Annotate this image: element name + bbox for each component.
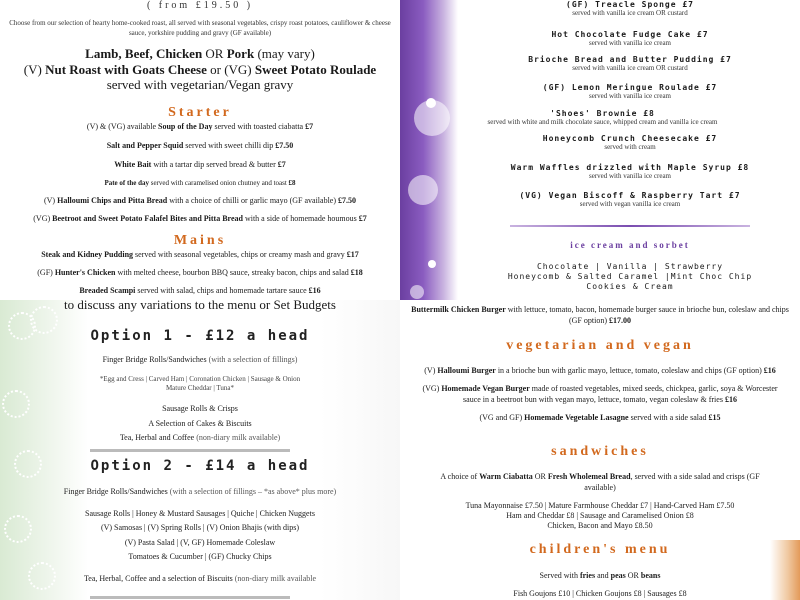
vv-price: £16 [724,395,737,404]
vv-price: £15 [708,413,721,422]
ice-cream-heading: ice cream and sorbet [570,240,690,250]
roast-meats-tail: (may vary) [254,46,315,61]
dessert-item [460,191,800,208]
sandwich-intro-or: OR [532,472,548,481]
roast-veg-option [0,62,400,92]
roast-meats-or: OR [202,46,227,61]
option1-drinks [0,432,400,443]
dessert-sub: served with vanilla ice cream [588,172,672,180]
vv-name: Homemade Vegan Burger [441,384,530,393]
childrens-beans: beans [640,571,661,580]
sandwich-line-2: Ham and Cheddar £8 | Sausage and Caramelised Onion £8 [506,511,694,520]
childrens-peas: peas [610,571,626,580]
childrens-intro-and: and [595,571,611,580]
starter-price: £8 [288,179,296,187]
ice-cream-flavours-2: Honeycomb & Salted Caramel |Mint Choc Chip [507,272,753,281]
option1-fillings-1: *Egg and Cress | Carved Ham | Coronation Chicken | Sausage & Onion [99,375,301,383]
starter-price: £7.50 [275,141,294,150]
vv-name: Halloumi Burger [437,366,496,375]
starter-heading: Starter [168,105,232,120]
childrens-intro-pre: Served with [539,571,580,580]
roast-veg-tail: served with vegetarian/Vegan gravy [106,77,294,92]
dessert-item [460,55,800,72]
burger-desc: with lettuce, tomato, bacon, homemade burger sauce in brioche bun, coleslaw and chips (GF option) [505,305,789,325]
mains-heading: Mains [173,233,227,248]
dessert-name: Brioche Bread and Butter Pudding £7 [528,55,732,64]
sandwich-line-3: Chicken, Bacon and Mayo £8.50 [547,521,653,530]
dessert-sub: served with vegan vanilla ice cream [579,200,681,208]
dessert-item [460,30,800,47]
option2-row-2: (V) Samosas | (V) Spring Rolls | (V) Onion Bhajis (with dips) [100,523,300,532]
dessert-name: Honeycomb Crunch Cheesecake £7 [542,134,718,143]
burger-price: £17.00 [609,316,631,325]
roast-veg-prefix: (V) [23,62,46,77]
option1-sausage-rolls [0,403,400,414]
mains-price: £18 [350,268,363,277]
dessert-name: (GF) Treacle Sponge £7 [566,0,694,9]
mains-desc: with melted cheese, bourbon BBQ sauce, streaky bacon, chips and salad [115,268,351,277]
starter-desc: with a tartar dip served bread & butter [151,160,278,169]
dessert-item [460,0,800,17]
vv-desc: served with a side salad [628,413,709,422]
option1-heading: Option 1 - £12 a head [90,328,310,344]
variations-line: to discuss any variations to the menu or Set Budgets [64,300,336,312]
vv-pre: (VG and GF) [479,413,525,422]
sandwich-bread-wholemeal: Fresh Wholemeal Bread [547,472,631,481]
roast-and-mains-panel [0,0,400,300]
vegetarian-vegan-heading: vegetarian and vegan [506,338,694,353]
starter-price: £7 [277,160,286,169]
mains-desc: served with salad, chips and homemade tartare sauce [135,286,309,295]
sandwich-intro-post: , served with a side salad and crisps (GF available) [584,472,760,492]
option-divider [90,596,290,599]
dessert-sub: served with vanilla ice cream OR custard [572,9,688,17]
dessert-sub: served with white and milk chocolate sauce, whipped cream and vanilla ice cream [487,118,718,126]
childrens-intro-or: OR [625,571,641,580]
dessert-item [405,109,800,126]
option-divider [90,449,290,452]
section-divider [510,225,750,227]
mains-item [0,267,400,278]
option2-sandwiches-name: Finger Bridge Rolls/Sandwiches [63,487,168,496]
option1-sausage-rolls-name: Sausage Rolls [162,404,208,413]
starter-item [0,178,400,188]
mains-item [0,249,400,260]
roast-price-line: ( from £19.50 ) [146,0,254,11]
dessert-sub: served with vanilla ice cream [588,39,672,47]
option2-drinks-name: Tea, Herbal, Coffee and a selection of Biscuits [83,574,233,583]
starter-name: White Bait [114,160,152,169]
option2-row-1: Sausage Rolls | Honey & Mustard Sausages | Quiche | Chicken Nuggets [85,509,315,518]
ice-cream-flavours-1: Chocolate | Vanilla | Strawberry [536,262,724,271]
vv-item [400,412,800,423]
starter-desc: served with toasted ciabatta [212,122,306,131]
starter-price: £7 [305,122,314,131]
starter-pre: (VG) [33,214,53,223]
sandwich-bread-ciabatta: Warm Ciabatta [479,472,533,481]
buffet-options-panel [0,300,400,600]
option1-crisps: Crisps [217,404,238,413]
mains-name: Steak and Kidney Pudding [41,250,134,259]
vv-item [400,365,800,376]
starter-item [0,159,400,170]
dessert-item [460,83,800,100]
sandwich-intro [400,471,800,493]
dessert-name: (GF) Lemon Meringue Roulade £7 [542,83,718,92]
bubble-decoration [428,260,436,268]
dessert-name: Warm Waffles drizzled with Maple Syrup £8 [510,163,750,172]
dessert-sub: served with vanilla ice cream OR custard [572,64,688,72]
bubble-decoration [408,175,438,205]
mains-item [0,285,400,296]
starter-name: Salt and Pepper Squid [106,141,184,150]
burger-name: Buttermilk Chicken Burger [411,305,506,314]
starter-price: £7.50 [338,196,357,205]
option1-drinks-name: Tea, Herbal and Coffee [119,433,195,442]
bubble-decoration [426,98,436,108]
option1-cakes: A Selection of Cakes & Biscuits [148,419,252,428]
vv-desc: in a brioche bun with garlic mayo, lettuce, tomato, coleslaw and chips (GF option) [495,366,764,375]
dessert-sub: served with vanilla ice cream [588,92,672,100]
mains-price: £16 [308,286,321,295]
option2-drinks [0,573,400,584]
option1-drinks-note: (non-diary milk available) [194,433,281,442]
dessert-item [460,163,800,180]
option1-sandwiches-name: Finger Bridge Rolls/Sandwiches [102,355,207,364]
option1-sausage-rolls-amp: & [207,404,218,413]
starter-desc: with a side of homemade houmous [242,214,359,223]
starter-pre: (V) & (VG) available [86,122,158,131]
option1-sandwiches-note: (with a selection of fillings) [206,355,298,364]
starter-desc: with a choice of chilli or garlic mayo (GF available) [167,196,339,205]
option1-sandwiches [0,354,400,365]
starter-name: Pate of the day [104,179,149,187]
starter-item [0,213,400,224]
starter-price: £7 [358,214,367,223]
sandwich-intro-pre: A choice of [440,472,480,481]
purple-decorative-band [400,0,458,300]
dessert-name: 'Shoes' Brownie £8 [550,109,655,118]
mains-price: £17 [346,250,359,259]
mains-name: Hunter's Chicken [54,268,116,277]
roast-veg-roulade: Sweet Potato Roulade [254,62,377,77]
mains-desc: served with seasonal vegetables, chips or creamy mash and gravy [133,250,347,259]
vv-pre: (VG) [422,384,442,393]
starter-item [0,195,400,206]
starter-name: Halloumi Chips and Pitta Bread [57,196,168,205]
roast-meats-names: Lamb, Beef, Chicken [85,46,203,61]
starter-item [0,140,400,151]
childrens-fries: fries [579,571,596,580]
starter-desc: served with sweet chilli dip [183,141,276,150]
childrens-menu-heading: children's menu [529,542,671,557]
option2-row-3: (V) Pasta Salad | (V, GF) Homemade Coleslaw [124,538,276,547]
roast-intro: Choose from our selection of hearty home-cooked roast, all served with seasonal vegetables, crispy roast potatoes, cauliflower & cheese sauce, yorkshire pudding and gravy (GF available) [9,19,391,37]
vv-pre: (V) [424,366,438,375]
vv-desc: made of roasted vegetables, mixed seeds, chickpea, garlic, soya & Worcester sauce in a beetroot bun with vegan mayo, lettuce, tomato, vegan coleslaw & fries [463,384,778,404]
vv-item [400,383,800,405]
dessert-name: (VG) Vegan Biscoff & Raspberry Tart £7 [519,191,741,200]
option2-drinks-note: (non-diary milk available [232,574,317,583]
dessert-item [460,134,800,151]
dessert-name: Hot Chocolate Fudge Cake £7 [551,30,709,39]
desserts-panel [400,0,800,300]
option2-sandwiches-note: (with a selection of fillings – *as above* plus more) [167,487,337,496]
roast-veg-nut: Nut Roast with Goats Cheese [45,62,207,77]
starter-name: Soup of the Day [158,122,213,131]
starter-desc: served with caramelised onion chutney and toast [148,179,289,187]
childrens-intro [400,570,800,581]
option1-fillings-2: Mature Cheddar | Tuna* [165,384,235,392]
roast-veg-or: or (VG) [206,62,255,77]
sandwich-line-1: Tuna Mayonnaise £7.50 | Mature Farmhouse Cheddar £7 | Hand-Carved Ham £7.50 [465,501,735,510]
mains-name: Breaded Scampi [79,286,136,295]
sandwiches-heading: sandwiches [551,444,649,459]
roast-meats [0,46,400,61]
childrens-line-1: Fish Goujons £10 | Chicken Goujons £8 | Sausages £8 [513,589,687,598]
option2-sandwiches [0,486,400,497]
option2-heading: Option 2 - £14 a head [90,458,310,474]
option2-row-4: Tomatoes & Cucumber | (GF) Chucky Chips [128,552,272,561]
dessert-sub: served with cream [604,143,656,151]
roast-meats-pork: Pork [226,46,255,61]
vv-price: £16 [763,366,776,375]
ice-cream-flavours-3: Cookies & Cream [586,282,674,291]
mains-pre: (GF) [37,268,55,277]
starter-name: Beetroot and Sweet Potato Falafel Bites and Pitta Bread [52,214,243,223]
burger-item [400,304,800,326]
bubble-decoration [410,285,424,299]
starter-item [0,121,400,132]
burgers-sandwiches-panel [400,300,800,600]
starter-pre: (V) [43,196,58,205]
vv-name: Homemade Vegetable Lasagne [524,413,629,422]
